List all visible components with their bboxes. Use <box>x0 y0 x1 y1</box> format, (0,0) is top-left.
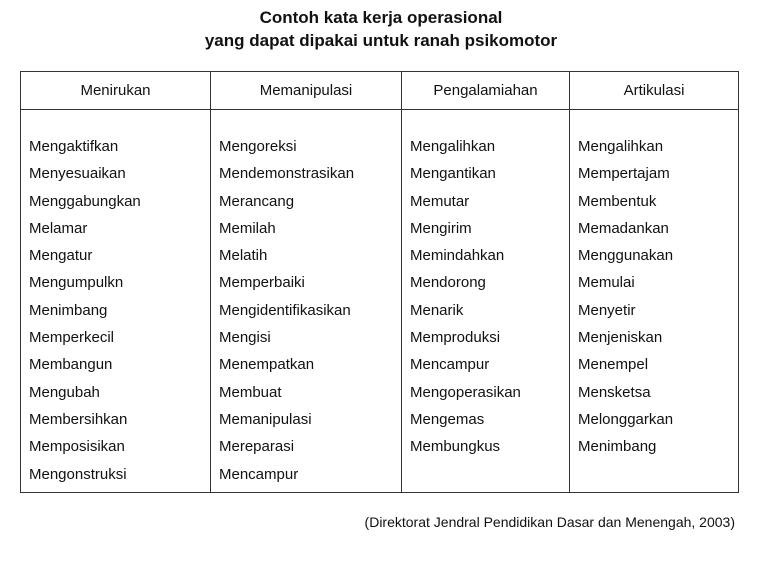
title-line-2: yang dapat dipakai untuk ranah psikomotor <box>204 31 558 50</box>
verb-item: Menarik <box>410 301 464 319</box>
verb-item: Memproduksi <box>410 329 501 347</box>
verb-item: Membungkus <box>410 438 501 456</box>
column-cell-memanipulasi <box>211 110 402 493</box>
verb-item: Menggabungkan <box>29 192 141 210</box>
verb-list-artikulasi <box>578 133 738 461</box>
verb-item: Merancang <box>219 192 295 210</box>
verb-item: Mendorong <box>410 274 486 292</box>
verb-item: Memperkecil <box>29 329 115 347</box>
verb-list-memanipulasi <box>219 133 401 488</box>
verb-item: Mengisi <box>219 329 271 347</box>
title-line-1: Contoh kata kerja operasional <box>259 8 503 27</box>
verb-item: Memutar <box>410 192 470 210</box>
verb-item: Mengonstruksi <box>29 465 127 483</box>
verb-item: Mengalihkan <box>578 138 664 155</box>
verb-table <box>20 71 739 493</box>
verb-item: Mengubah <box>29 383 100 401</box>
verb-item: Menimbang <box>578 438 657 456</box>
verb-item: Menyetir <box>578 301 636 319</box>
verb-item: Menempel <box>578 356 649 374</box>
verb-item: Memperbaiki <box>219 274 305 292</box>
column-header-memanipulasi: Memanipulasi <box>211 72 402 110</box>
header-row <box>21 72 739 110</box>
verb-item: Mengantikan <box>410 165 496 183</box>
verb-item: Memilah <box>219 219 276 237</box>
verb-item: Melamar <box>29 219 88 237</box>
verb-item: Mengalihkan <box>410 138 496 155</box>
verb-item: Mengumpulkn <box>29 274 124 292</box>
verb-item: Mempertajam <box>578 165 670 183</box>
verb-list-menirukan <box>29 133 210 488</box>
verb-item: Memadankan <box>578 219 669 237</box>
verb-item: Mengaktifkan <box>29 138 119 155</box>
verb-item: Menjeniskan <box>578 329 663 347</box>
verb-list-pengalamiahan <box>410 133 569 461</box>
verb-item: Mereparasi <box>219 438 295 456</box>
verb-item: Mengemas <box>410 410 485 428</box>
verb-item: Mengoreksi <box>219 138 297 155</box>
verb-item: Mencampur <box>219 465 299 483</box>
verb-item: Memanipulasi <box>219 410 312 428</box>
source-citation: (Direktorat Jendral Pendidikan Dasar dan Menengah, 2003) <box>364 514 735 530</box>
column-header-pengalamiahan: Pengalamiahan <box>402 72 570 110</box>
verb-item: Membersihkan <box>29 410 128 428</box>
verb-item: Memindahkan <box>410 247 505 265</box>
verb-item: Mengatur <box>29 247 93 265</box>
column-cell-pengalamiahan <box>402 110 570 493</box>
table-title <box>0 6 762 52</box>
verb-item: Membuat <box>219 383 282 401</box>
column-cell-artikulasi <box>570 110 739 493</box>
verb-item: Mengidentifikasikan <box>219 301 351 319</box>
verb-item: Memulai <box>578 274 635 292</box>
verb-item: Menggunakan <box>578 247 674 265</box>
column-cell-menirukan <box>21 110 211 493</box>
verb-item: Menimbang <box>29 301 108 319</box>
verb-item: Mengirim <box>410 219 472 237</box>
verb-item: Mencampur <box>410 356 490 374</box>
verb-item: Mendemonstrasikan <box>219 165 355 183</box>
column-header-artikulasi: Artikulasi <box>570 72 739 110</box>
verb-item: Melonggarkan <box>578 410 674 428</box>
verb-item: Membangun <box>29 356 113 374</box>
verb-item: Memposisikan <box>29 438 125 456</box>
verb-item: Menempatkan <box>219 356 315 374</box>
verb-item: Mensketsa <box>578 383 651 401</box>
body-row <box>21 110 739 493</box>
verb-item: Menyesuaikan <box>29 165 126 183</box>
verb-item: Melatih <box>219 247 268 265</box>
verb-item: Membentuk <box>578 192 657 210</box>
verb-item: Mengoperasikan <box>410 383 521 401</box>
column-header-menirukan: Menirukan <box>21 72 211 110</box>
